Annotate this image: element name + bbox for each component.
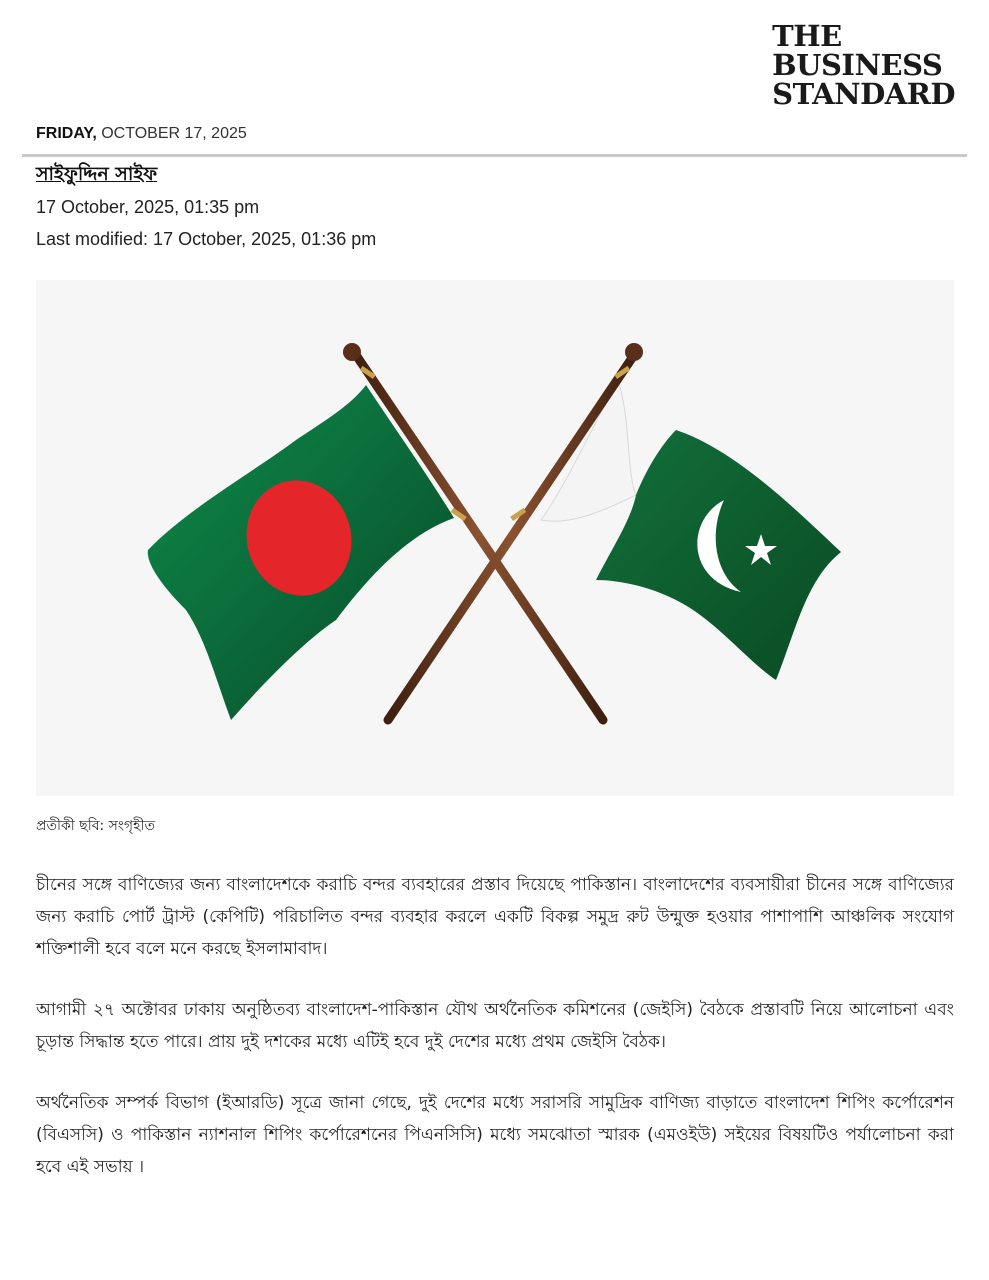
article-paragraph-1: চীনের সঙ্গে বাণিজ্যের জন্য বাংলাদেশকে করাচি বন্দর ব্যবহারের প্রস্তাব দিয়েছে পাকিস্তান। বাংলাদেশের ব্যবসায়ীরা চীনের সঙ্গে বাণিজ্যের জন্য করাচি পোর্ট ট্রাস্ট (কেপিটি) পরিচালিত বন্দর ব্যবহার করলে একটি বিকল্প সমুদ্র রুট উন্মুক্ত হওয়ার পাশাপাশি আঞ্চলিক সংযোগ শক্তিশালী হবে বলে মনে করছে ইসলামাবাদ। — [36, 875, 954, 959]
pakistan-flag-white-band — [541, 380, 636, 521]
masthead-line-3: STANDARD — [772, 77, 955, 111]
dateline-date: OCTOBER 17, 2025 — [101, 125, 247, 142]
author-link[interactable]: সাইফুদ্দিন সাইফ — [36, 163, 158, 185]
masthead-logo — [772, 19, 955, 111]
article-image — [36, 280, 954, 796]
dateline — [36, 125, 247, 143]
masthead-line-2: BUSINESS — [772, 48, 943, 82]
pole-finial-left — [343, 343, 361, 361]
pakistan-flag-green-field — [596, 430, 841, 680]
modified-time: Last modified: 17 October, 2025, 01:36 pm — [36, 229, 377, 249]
article-paragraph-3: অর্থনৈতিক সম্পর্ক বিভাগ (ইআরডি) সূত্রে জানা গেছে, দুই দেশের মধ্যে সরাসরি সামুদ্রিক বাণিজ্য বাড়াতে বাংলাদেশ শিপিং কর্পোরেশন (বিএসসি) ও পাকিস্তান ন্যাশনাল শিপিং কর্পোরেশনের পিএনসিসি) মধ্যে সমঝোতা স্মারক (এমওইউ) সইয়ের বিষয়টিও পর্যালোচনা করা হবে এই সভায় । — [36, 1093, 954, 1177]
published-time: 17 October, 2025, 01:35 pm — [36, 197, 260, 217]
dateline-weekday: FRIDAY, — [36, 125, 97, 142]
pole-right — [388, 355, 634, 720]
image-caption: প্রতীকী ছবি: সংগৃহীত — [36, 818, 155, 834]
header-divider — [22, 154, 967, 157]
pole-finial-right — [625, 343, 643, 361]
article-paragraph-2: আগামী ২৭ অক্টোবর ঢাকায় অনুষ্ঠিতব্য বাংলাদেশ-পাকিস্তান যৌথ অর্থনৈতিক কমিশনের (জেইসি) বৈঠকে প্রস্তাবটি নিয়ে আলোচনা এবং চূড়ান্ত সিদ্ধান্ত হতে পারে। প্রায় দুই দশকের মধ্যে এটিই হবে দুই দেশের মধ্যে প্রথম জেইসি বৈঠক। — [36, 1000, 954, 1052]
crossed-flags-icon — [36, 280, 954, 796]
masthead-line-1: THE — [772, 19, 842, 53]
